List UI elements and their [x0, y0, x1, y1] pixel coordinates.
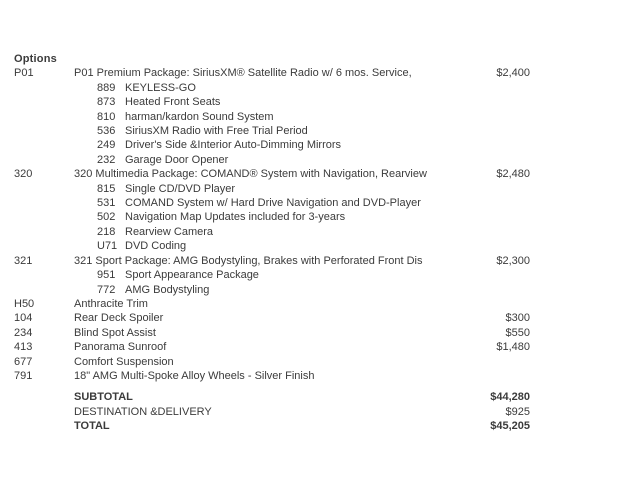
totals-row-total	[14, 419, 530, 433]
sub-item	[74, 182, 460, 196]
option-price: $2,400	[496, 67, 530, 80]
option-row	[14, 340, 530, 354]
option-code: 413	[14, 341, 33, 354]
sub-item	[74, 138, 460, 152]
totals-row-subtotal	[14, 390, 530, 404]
sub-item-description: Driver's Side &Interior Auto-Dimming Mirrors	[125, 139, 342, 152]
option-code: 791	[14, 369, 33, 382]
option-description: P01 Premium Package: SiriusXM® Satellite Radio w/ 6 mos. Service,	[74, 67, 412, 80]
sub-item	[74, 124, 460, 138]
option-row	[14, 297, 530, 311]
sub-item-description: Sport Appearance Package	[125, 269, 259, 282]
option-description: 320 Multimedia Package: COMAND® System with Navigation, Rearview	[74, 168, 427, 181]
option-sub-item-row	[14, 110, 530, 124]
options-table	[14, 66, 530, 383]
option-code: 104	[14, 312, 33, 325]
option-code: 677	[14, 355, 33, 368]
totals-label: SUBTOTAL	[74, 391, 133, 404]
options-document-body	[14, 52, 530, 434]
sub-item	[74, 95, 460, 109]
sub-item-code: 218	[97, 225, 116, 238]
totals-label: DESTINATION &DELIVERY	[74, 405, 212, 418]
sub-item-description: harman/kardon Sound System	[125, 110, 274, 123]
option-price: $2,300	[496, 254, 530, 267]
option-description: 18" AMG Multi-Spoke Alloy Wheels - Silver Finish	[74, 369, 315, 382]
totals-section	[14, 390, 530, 433]
sub-item	[74, 268, 460, 282]
option-description: Panorama Sunroof	[74, 341, 167, 354]
sub-item-description: KEYLESS-GO	[125, 81, 196, 94]
sub-item-description: SiriusXM Radio with Free Trial Period	[125, 125, 308, 138]
option-sub-item-row	[14, 239, 530, 253]
option-code: 320	[14, 168, 33, 181]
option-price: $300	[505, 312, 530, 325]
option-row	[14, 254, 530, 268]
totals-amount: $45,205	[490, 420, 530, 433]
sub-item-code: 873	[97, 96, 116, 109]
options-section-title: Options	[14, 53, 57, 65]
option-row	[14, 369, 530, 383]
option-sub-item-row	[14, 124, 530, 138]
sub-item-description: AMG Bodystyling	[125, 283, 210, 296]
option-sub-item-row	[14, 210, 530, 224]
option-sub-item-row	[14, 268, 530, 282]
option-sub-item-row	[14, 95, 530, 109]
sub-item-code: 810	[97, 110, 116, 123]
sub-item-description: Heated Front Seats	[125, 96, 221, 109]
option-sub-item-row	[14, 138, 530, 152]
sub-item-code: 536	[97, 125, 116, 138]
totals-amount: $925	[505, 405, 530, 418]
sub-item-description: Single CD/DVD Player	[125, 182, 236, 195]
option-code: P01	[14, 67, 34, 80]
sub-item	[74, 210, 460, 224]
option-description: Blind Spot Assist	[74, 326, 156, 339]
option-row	[14, 355, 530, 369]
option-row	[14, 311, 530, 325]
sub-item-code: 531	[97, 197, 116, 210]
option-code: 321	[14, 254, 33, 267]
sub-item-code: 815	[97, 182, 116, 195]
sub-item-description: COMAND System w/ Hard Drive Navigation and DVD-Player	[125, 197, 421, 210]
option-price: $550	[505, 326, 530, 339]
option-code: 234	[14, 326, 33, 339]
option-price: $1,480	[496, 341, 530, 354]
option-code: H50	[14, 297, 35, 310]
sub-item-code: 232	[97, 153, 116, 166]
sub-item-description: DVD Coding	[125, 240, 187, 253]
sub-item	[74, 196, 460, 210]
sub-item-description: Navigation Map Updates included for 3-years	[125, 211, 346, 224]
sub-item	[74, 81, 460, 95]
sub-item-code: 951	[97, 269, 116, 282]
option-sub-item-row	[14, 153, 530, 167]
sub-item	[74, 283, 460, 297]
option-price: $2,480	[496, 168, 530, 181]
option-sub-item-row	[14, 196, 530, 210]
option-description: Comfort Suspension	[74, 355, 174, 368]
totals-label: TOTAL	[74, 420, 110, 433]
totals-row-destination-delivery	[14, 405, 530, 419]
option-sub-item-row	[14, 225, 530, 239]
sub-item-code: 502	[97, 211, 116, 224]
sub-item-description: Rearview Camera	[125, 225, 214, 238]
option-sub-item-row	[14, 182, 530, 196]
sub-item	[74, 110, 460, 124]
option-description: Anthracite Trim	[74, 297, 148, 310]
sub-item-description: Garage Door Opener	[125, 153, 229, 166]
sub-item-code: U71	[97, 240, 118, 253]
sub-item-code: 249	[97, 139, 116, 152]
sub-item	[74, 225, 460, 239]
option-description: 321 Sport Package: AMG Bodystyling, Brakes with Perforated Front Dis	[74, 254, 423, 267]
option-description: Rear Deck Spoiler	[74, 312, 164, 325]
option-row	[14, 66, 530, 80]
option-row	[14, 167, 530, 181]
option-sub-item-row	[14, 81, 530, 95]
sub-item	[74, 239, 460, 253]
option-sub-item-row	[14, 283, 530, 297]
sub-item	[74, 153, 460, 167]
totals-amount: $44,280	[490, 391, 530, 404]
option-row	[14, 326, 530, 340]
sub-item-code: 889	[97, 81, 116, 94]
sub-item-code: 772	[97, 283, 116, 296]
